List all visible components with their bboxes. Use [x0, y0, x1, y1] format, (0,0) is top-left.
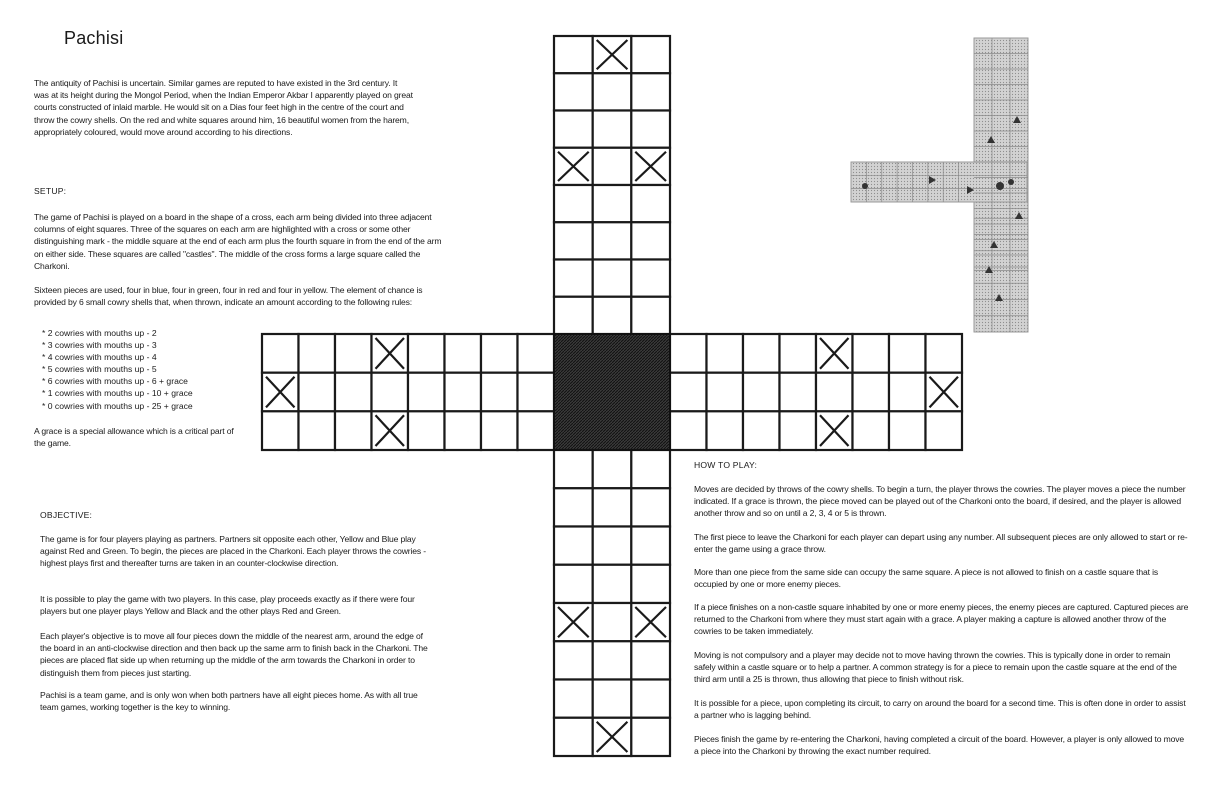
board-square — [593, 148, 632, 185]
howto-paragraph-1: Moves are decided by throws of the cowry shells. To begin a turn, the player throws the cowries. The player moves a piece the number indicated. If a grace is thrown, the piece moved can be played out of the Charkoni onto the board, if desired, and the player is allowed another throw and so on until a 2, 3, 4 or 5 is thrown. — [694, 484, 1186, 519]
board-square — [707, 373, 744, 412]
board-square — [593, 565, 632, 603]
board-square — [670, 411, 707, 450]
rule-item: * 1 cowries with mouths up - 10 + grace — [42, 388, 193, 399]
board-square — [335, 334, 372, 373]
setup-paragraph-1: The game of Pachisi is played on a board in the shape of a cross, each arm being divided into three adjacent columns of eight squares. Three of the squares on each arm are highlighted with a cross or some other distinguishing mark - the middle square at the end of each arm plus the fourth square in from the end of the arm on either side. These squares are called "castles". The middle of the cross forms a large square called the Charkoni. — [34, 212, 442, 271]
board-square — [554, 297, 593, 334]
board-square — [780, 334, 817, 373]
board-square — [631, 641, 670, 679]
board-square — [554, 222, 593, 259]
board-square — [631, 488, 670, 526]
board-square — [593, 450, 632, 488]
howto-paragraph-3: More than one piece from the same side can occupy the same square. A piece is not allowed to finish on a castle square that is occupied by one or more enemy pieces. — [694, 567, 1159, 590]
board-square — [593, 73, 632, 110]
objective-heading: OBJECTIVE: — [40, 510, 93, 520]
board-square — [262, 334, 299, 373]
board-square — [554, 718, 593, 756]
board-square — [631, 36, 670, 73]
board-square — [853, 373, 890, 412]
board-square — [631, 185, 670, 222]
howto-paragraph-7: Pieces finish the game by re-entering the Charkoni, having completed a circuit of the board. However, a player is only allowed to move a piece into the Charkoni by throwing the exact number required. — [694, 734, 1185, 757]
page-title: Pachisi — [64, 28, 124, 48]
thumb-horizontal-arm — [851, 162, 1027, 202]
board-square — [631, 222, 670, 259]
board-square — [481, 411, 518, 450]
setup-paragraph-2: Sixteen pieces are used, four in blue, four in green, four in red and four in yellow. The element of chance is provided by 6 small cowry shells that, when thrown, indicate an amount according to the following rules: — [34, 285, 423, 308]
board-square — [780, 373, 817, 412]
board-square — [554, 450, 593, 488]
board-square — [593, 185, 632, 222]
board-square — [631, 73, 670, 110]
howto-paragraph-4: If a piece finishes on a non-castle square inhabited by one or more enemy pieces, the enemy pieces are captured. Captured pieces are returned to the Charkoni from where they must start again with a grace. A player making a capture is allowed another throw of the cowries to be taken immediately. — [694, 602, 1189, 637]
board-square — [481, 334, 518, 373]
board-square — [853, 334, 890, 373]
board-square — [780, 411, 817, 450]
board-square — [593, 222, 632, 259]
board-square — [743, 334, 780, 373]
board-square — [593, 488, 632, 526]
board-square — [889, 334, 926, 373]
rule-item: * 4 cowries with mouths up - 4 — [42, 352, 157, 363]
board-square — [554, 36, 593, 73]
rule-item: * 0 cowries with mouths up - 25 + grace — [42, 400, 193, 411]
board-square — [670, 373, 707, 412]
board-square — [554, 260, 593, 297]
board-square — [299, 334, 336, 373]
board-square — [335, 411, 372, 450]
board-square — [743, 411, 780, 450]
board-square — [445, 373, 482, 412]
board-square — [743, 373, 780, 412]
rule-item: * 5 cowries with mouths up - 5 — [42, 364, 157, 375]
board-preview-thumbnail — [849, 36, 1029, 334]
board-square — [299, 411, 336, 450]
board-square — [707, 334, 744, 373]
board-square — [593, 603, 632, 641]
howto-heading: HOW TO PLAY: — [694, 460, 758, 470]
board-square — [926, 411, 963, 450]
board-square — [631, 297, 670, 334]
objective-paragraph-3: Each player's objective is to move all four pieces down the middle of the nearest arm, around the edge of the board in an anti-clockwise direction and then back up the same arm to finish back in the Charkoni. The pieces are placed flat side up when returning up the middle of the arm towards the Charkoni in order to distinguish them from pieces just starting. — [40, 631, 428, 678]
objective-paragraph-4: Pachisi is a team game, and is only won when both partners have all eight pieces home. As with all true team games, working together is the key to winning. — [40, 690, 418, 713]
board-square — [631, 718, 670, 756]
charkoni-square — [554, 334, 670, 450]
rule-item: * 2 cowries with mouths up - 2 — [42, 328, 157, 338]
board-square — [593, 680, 632, 718]
intro-paragraph: The antiquity of Pachisi is uncertain. Similar games are reputed to have existed in the 3rd century. It was at its height during the Mongol Period, when the Indian Emperor Akbar I apparently played on great courts constructed of inlaid marble. He would sit on a Dias four feet high in the centre of the court and throw the cowry shells. On the red and white squares around him, 16 beautiful women from the harem, appropriately coloured, would move around according to his directions. — [34, 78, 413, 137]
board-square — [631, 260, 670, 297]
board-square — [593, 260, 632, 297]
board-square — [670, 334, 707, 373]
board-square — [926, 334, 963, 373]
board-square — [889, 373, 926, 412]
board-square — [593, 111, 632, 148]
board-square — [631, 111, 670, 148]
board-square — [554, 488, 593, 526]
board-square — [593, 527, 632, 565]
board-square — [631, 527, 670, 565]
rule-item: * 3 cowries with mouths up - 3 — [42, 340, 157, 351]
howto-paragraph-5: Moving is not compulsory and a player may decide not to move having thrown the cowries. This is typically done in order to remain safely within a castle square or to help a partner. A common strategy is for a piece to remain upon the castle square at the end of the third arm until a 25 is thrown, thus allowing that piece to finish without risk. — [694, 650, 1177, 685]
board-square — [335, 373, 372, 412]
board-square — [518, 334, 555, 373]
board-square — [554, 111, 593, 148]
board-square — [593, 641, 632, 679]
rule-item: * 6 cowries with mouths up - 6 + grace — [42, 376, 188, 387]
board-square — [372, 373, 409, 412]
board-square — [593, 297, 632, 334]
objective-paragraph-1: The game is for four players playing as partners. Partners sit opposite each other, Yellow and Blue play against Red and Green. To begin, the pieces are placed in the Charkoni. Each player throws the cowries - highest plays first and thereafter turns are taken in an counter-clockwise direction. — [40, 534, 426, 569]
grace-note: A grace is a special allowance which is a critical part of the game. — [34, 426, 234, 449]
board-square — [554, 185, 593, 222]
board-square — [816, 373, 853, 412]
board-square — [554, 527, 593, 565]
board-square — [554, 73, 593, 110]
howto-paragraph-6: It is possible for a piece, upon completing its circuit, to carry on around the board for a second time. This is often done in order to assist a partner who is lagging behind. — [694, 698, 1186, 721]
board-square — [707, 411, 744, 450]
objective-paragraph-2: It is possible to play the game with two players. In this case, play proceeds exactly as if there were four players but one player plays Yellow and Black and the other plays Red and Green. — [40, 594, 415, 617]
board-square — [631, 680, 670, 718]
board-square — [554, 565, 593, 603]
board-square — [445, 411, 482, 450]
board-square — [554, 680, 593, 718]
setup-heading: SETUP: — [34, 186, 67, 196]
howto-paragraph-2: The first piece to leave the Charkoni for each player can depart using any number. All subsequent pieces are only allowed to start or re-enter the game using a grace throw. — [694, 532, 1188, 555]
board-square — [262, 411, 299, 450]
board-square — [554, 641, 593, 679]
board-square — [481, 373, 518, 412]
board-square — [631, 565, 670, 603]
board-square — [518, 411, 555, 450]
board-square — [853, 411, 890, 450]
board-square — [299, 373, 336, 412]
board-square — [408, 373, 445, 412]
board-square — [889, 411, 926, 450]
board-square — [408, 411, 445, 450]
board-square — [445, 334, 482, 373]
board-square — [408, 334, 445, 373]
board-square — [518, 373, 555, 412]
board-square — [631, 450, 670, 488]
